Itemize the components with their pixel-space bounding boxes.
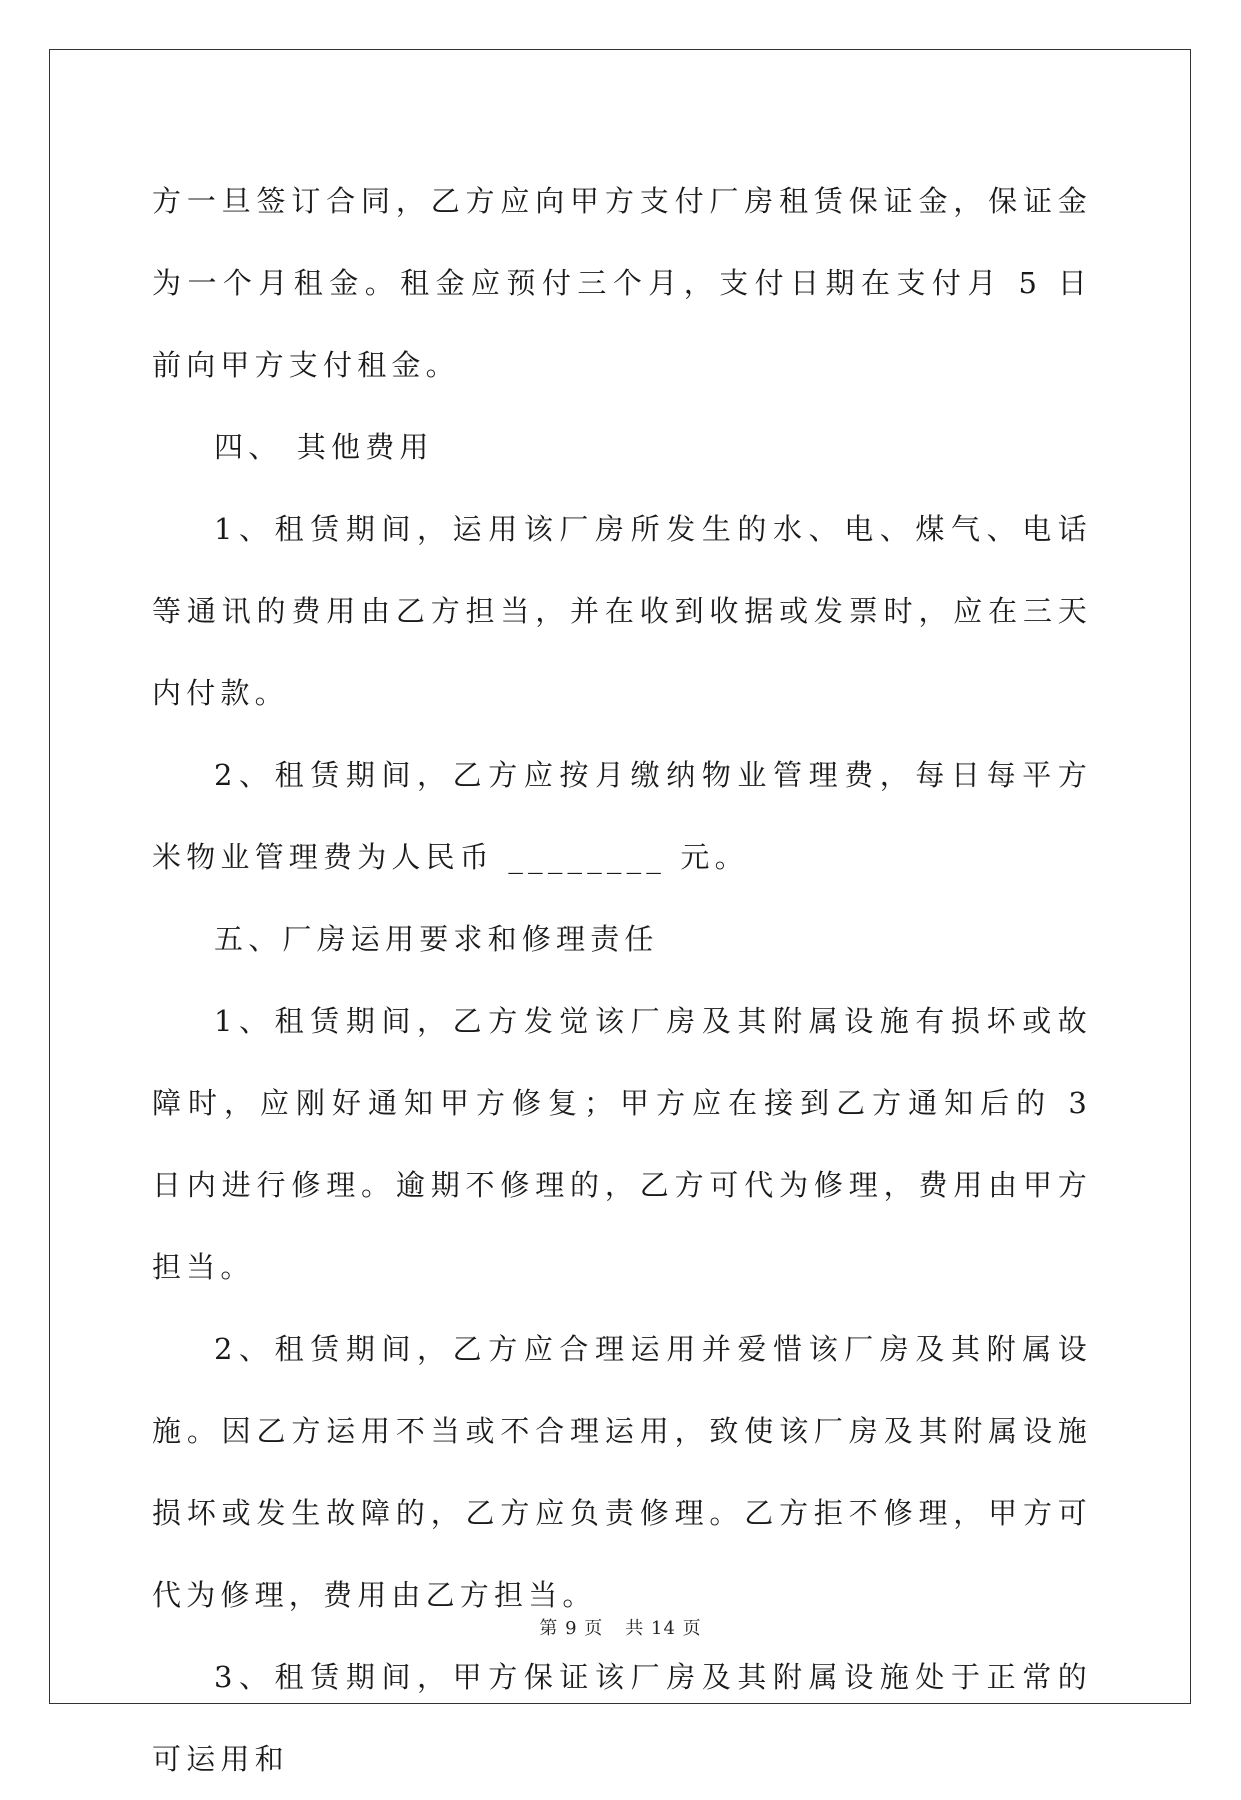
paragraph-repair-notification: 1、租赁期间，乙方发觉该厂房及其附属设施有损坏或故障时，应刚好通知甲方修复；甲方应在接到乙方通知后的 3 日内进行修理。逾期不修理的，乙方可代为修理，费用由甲方担当。 <box>152 1004 1107 1284</box>
section-heading-usage-and-repair: 五、厂房运用要求和修理责任 <box>214 922 659 956</box>
section-heading-other-fees: 四、 其他费用 <box>214 430 434 464</box>
page-footer <box>0 1614 1241 1640</box>
paragraph-deposit-terms: 方一旦签订合同，乙方应向甲方支付厂房租赁保证金，保证金为一个月租金。租金应预付三个月，支付日期在支付月 5 日前向甲方支付租金。 <box>152 184 1092 382</box>
paragraph-proper-use: 2、租赁期间，乙方应合理运用并爱惜该厂房及其附属设施。因乙方运用不当或不合理运用，致使该厂房及其附属设施损坏或发生故障的，乙方应负责修理。乙方拒不修理，甲方可代为修理，费用由乙方担当。 <box>152 1332 1092 1612</box>
paragraph-landlord-guarantee: 3、租赁期间，甲方保证该厂房及其附属设施处于正常的可运用和 <box>152 1660 1092 1776</box>
paragraph-property-management-fee: 2、租赁期间，乙方应按月缴纳物业管理费，每日每平方米物业管理费为人民币 ________ 元。 <box>152 758 1092 874</box>
paragraph-utility-fees: 1、租赁期间，运用该厂房所发生的水、电、煤气、电话等通讯的费用由乙方担当，并在收到收据或发票时，应在三天内付款。 <box>152 512 1092 710</box>
total-pages-label: 共 14 页 <box>625 1618 702 1639</box>
document-body <box>152 160 1107 1800</box>
current-page-label: 第 9 页 <box>539 1618 604 1639</box>
